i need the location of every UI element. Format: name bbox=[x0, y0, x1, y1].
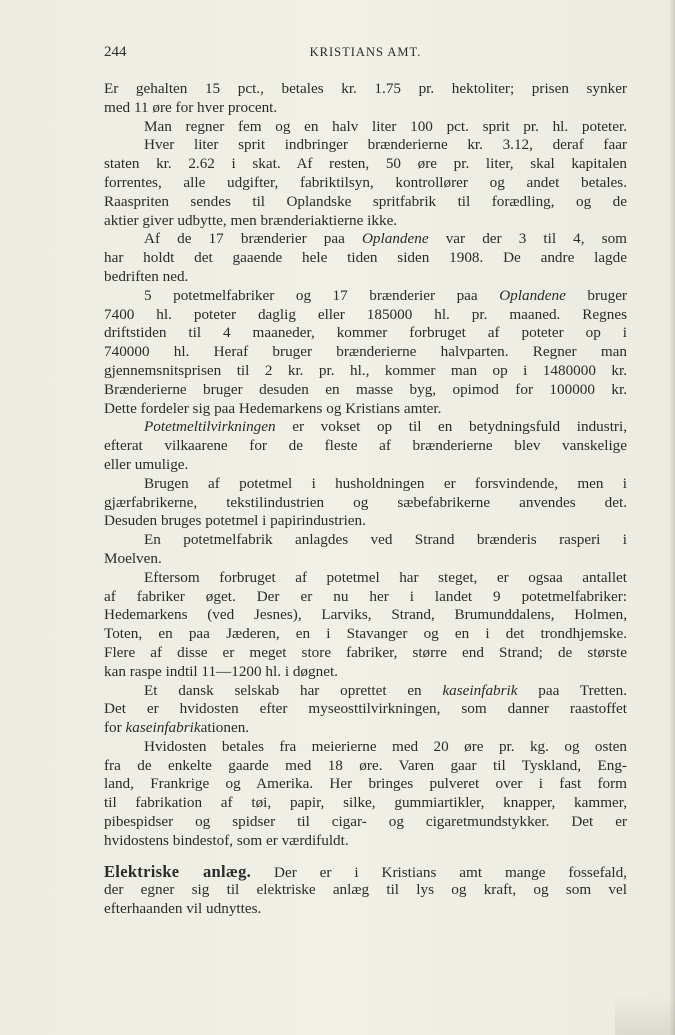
text-line: 5 potetmelfabriker og 17 brænderier paa Oplandene bruger bbox=[144, 286, 627, 304]
running-head: KRISTIANS AMT. bbox=[309, 45, 422, 59]
italic-term: Potetmeltilvirkningen bbox=[144, 418, 276, 436]
text-line: for kaseinfabrikationen. bbox=[104, 719, 250, 737]
text-line: Toten, en paa Jæderen, en i Stavanger og en i det trondhjemske. bbox=[104, 625, 627, 643]
text-line: til fabrikation af tøi, papir, silke, gummiartikler, knapper, kammer, bbox=[104, 794, 627, 812]
text-line: driftstiden til 4 maaneder, kommer forbruget af poteter op i bbox=[104, 324, 627, 342]
text-line: med 11 øre for hver procent. bbox=[104, 98, 278, 116]
text-line: Af de 17 brænderier paa Oplandene var der 3 til 4, som bbox=[144, 230, 627, 248]
text-line: Hver liter sprit indbringer brænderierne kr. 3.12, deraf faar bbox=[144, 136, 627, 154]
section-gap bbox=[104, 851, 627, 863]
text-line: forrentes, alle udgifter, fabriktilsyn, kontrollører og andet betales. bbox=[104, 173, 627, 191]
section-heading: Elektriske anlæg. bbox=[104, 862, 252, 881]
italic-term: Oplandene bbox=[499, 286, 566, 304]
text-line: Hedemarkens (ved Jesnes), Larviks, Strand, Brumunddalens, Holmen, bbox=[104, 606, 627, 624]
page-corner-shadow bbox=[615, 995, 675, 1035]
text-line: Brugen af potetmel i husholdningen er forsvindende, men i bbox=[144, 474, 627, 492]
italic-term: kaseinfabrik bbox=[125, 719, 201, 737]
text-line: Potetmeltilvirkningen er vokset op til en betydningsfuld industri, bbox=[144, 418, 627, 436]
text-line: Hvidosten betales fra meierierne med 20 øre pr. kg. og osten bbox=[144, 737, 627, 755]
section-text: Der er i Kristians amt mange fossefald, bbox=[273, 863, 627, 881]
text-line: eller umulige. bbox=[104, 455, 189, 473]
text-line: Raaspriten sendes til Oplandske spritfabrik til forædling, og de bbox=[104, 192, 627, 210]
text-line: Desuden bruges potetmel i papirindustrien. bbox=[104, 512, 366, 530]
text-line: kan raspe indtil 11—1200 hl. i døgnet. bbox=[104, 662, 338, 680]
text-line: Er gehalten 15 pct., betales kr. 1.75 pr. hektoliter; prisen synker bbox=[104, 80, 627, 97]
italic-term: Oplandene bbox=[361, 230, 429, 248]
text-line: staten kr. 2.62 i skat. Af resten, 50 øre pr. liter, skal kapitalen bbox=[104, 155, 627, 173]
text-line: Man regner fem og en halv liter 100 pct. sprit pr. hl. poteter. bbox=[144, 117, 627, 135]
page-header bbox=[104, 44, 627, 66]
text-line: hvidostens bindestof, som er værdifuldt. bbox=[104, 831, 349, 849]
text-line: af fabriker øget. Der er nu her i landet 9 potetmelfabriker: bbox=[104, 587, 627, 605]
text-line: Eftersom forbruget af potetmel har steget, er ogsaa antallet bbox=[144, 568, 627, 586]
text-line: En potetmelfabrik anlagdes ved Strand brænderis rasperi i bbox=[144, 531, 627, 549]
page-number: 244 bbox=[104, 44, 127, 60]
text-line: Moelven. bbox=[104, 549, 162, 567]
section-first-line bbox=[104, 863, 627, 882]
text-line: efterhaanden vil udnyttes. bbox=[104, 900, 262, 918]
text-line: efterat vilkaarene for de fleste af brænderierne blev vanskelige bbox=[104, 437, 627, 455]
text-line: Brænderierne bruger desuden en masse byg, opimod for 100000 kr. bbox=[104, 380, 627, 398]
text-line: pibespidser og spidser til cigar- og cigaretmundstykker. Det er bbox=[104, 813, 627, 831]
text-line: har holdt det gaaende hele tiden siden 1908. De andre lagde bbox=[104, 249, 627, 267]
body-text bbox=[104, 80, 627, 919]
text-line: 740000 hl. Heraf bruger brænderierne halvparten. Regner man bbox=[104, 343, 627, 361]
text-line: Flere af disse er meget store fabriker, større end Strand; de største bbox=[104, 643, 627, 661]
text-line: aktier giver udbytte, men brænderiaktierne ikke. bbox=[104, 211, 398, 229]
text-line: 7400 hl. poteter daglig eller 185000 hl. pr. maaned. Regnes bbox=[104, 305, 627, 323]
text-line: Dette fordeler sig paa Hedemarkens og Kristians amter. bbox=[104, 399, 442, 417]
text-line: gjærfabrikerne, tekstilindustrien og sæbefabrikerne anvendes det. bbox=[104, 493, 627, 511]
text-line: fra de enkelte gaarde med 18 øre. Varen gaar til Tyskland, Eng- bbox=[104, 756, 627, 774]
text-line: Det er hvidosten efter myseosttilvirkningen, som danner raastoffet bbox=[104, 700, 627, 718]
text-line: land, Frankrige og Amerika. Her bringes pulveret over i fast form bbox=[104, 775, 627, 793]
text-line: gjennemsnitsprisen til 2 kr. pr. hl., kommer man op i 1480000 kr. bbox=[104, 361, 627, 379]
text-line: Et dansk selskab har oprettet en kaseinfabrik paa Tretten. bbox=[144, 681, 627, 699]
text-line: bedriften ned. bbox=[104, 267, 189, 285]
italic-term: kaseinfabrik bbox=[442, 681, 518, 699]
page-edge-shadow bbox=[669, 0, 675, 1035]
text-line: der egner sig til elektriske anlæg til lys og kraft, og som vel bbox=[104, 881, 627, 899]
